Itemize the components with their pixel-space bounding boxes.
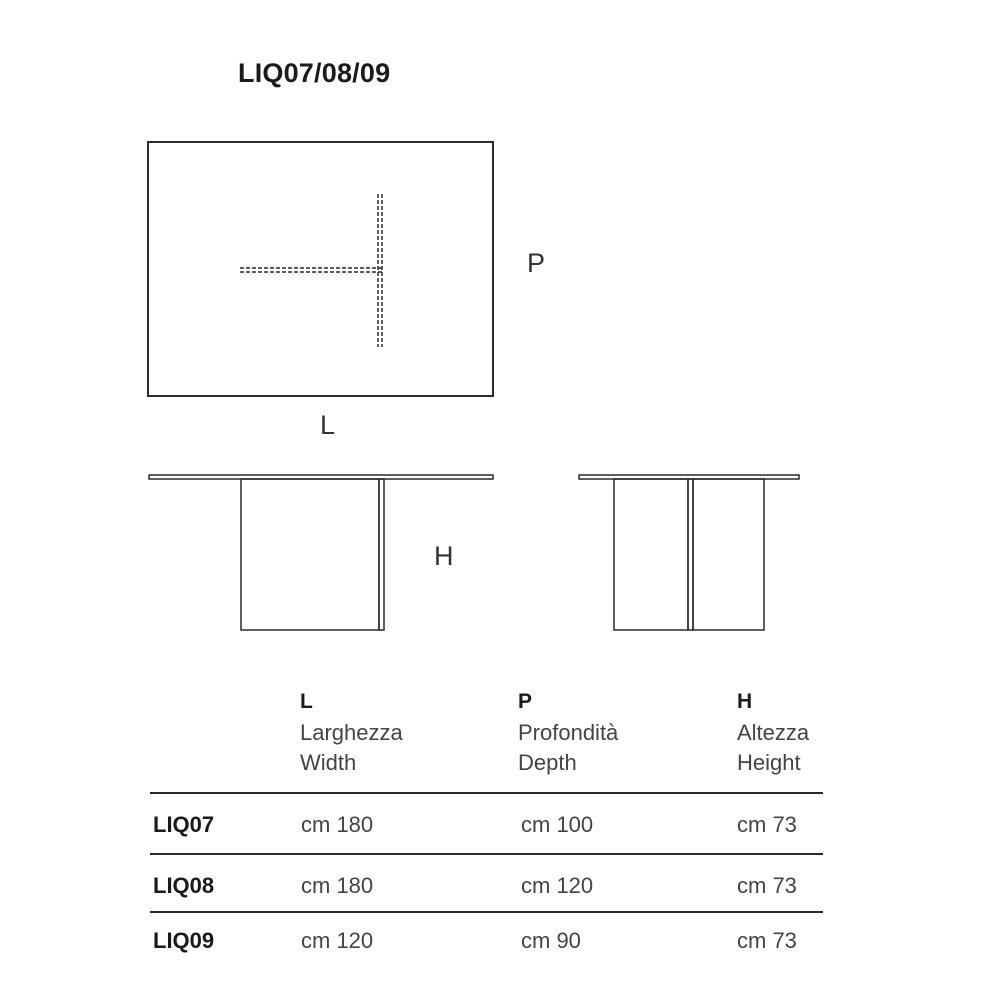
column-letter: P: [518, 690, 533, 713]
side-view-base-right: [693, 479, 764, 630]
table-row-code: LIQ09: [153, 928, 215, 953]
table-cell-height: cm 73: [737, 812, 797, 837]
table-cell-length: cm 120: [301, 928, 374, 953]
length-dimension-label: L: [320, 410, 336, 440]
column-label-italian: Profondità: [518, 720, 619, 745]
table-cell-height: cm 73: [737, 928, 797, 953]
table-row-code: LIQ07: [153, 812, 215, 837]
top-view-outline: [148, 142, 493, 396]
table-cell-length: cm 180: [301, 812, 374, 837]
table-cell-depth: cm 100: [521, 812, 594, 837]
table-divider: [150, 911, 823, 913]
depth-dimension-label: P: [527, 248, 546, 278]
column-label-italian: Altezza: [737, 720, 810, 745]
height-dimension-label: H: [434, 541, 454, 571]
page-title: LIQ07/08/09: [238, 58, 391, 88]
table-cell-height: cm 73: [737, 873, 797, 898]
table-cell-length: cm 180: [301, 873, 374, 898]
table-row-code: LIQ08: [153, 873, 215, 898]
front-view-base-panel: [241, 479, 379, 630]
front-view-base-edge: [379, 479, 384, 630]
column-header-length: [300, 690, 403, 778]
table-divider: [150, 792, 823, 794]
column-letter: L: [300, 690, 313, 713]
column-label-italian: Larghezza: [300, 720, 403, 745]
column-header-depth: [518, 690, 618, 778]
column-label-english: Width: [300, 750, 357, 775]
table-divider: [150, 853, 823, 855]
table-cell-depth: cm 90: [521, 928, 581, 953]
table-cell-depth: cm 120: [521, 873, 594, 898]
side-view-base-left: [614, 479, 688, 630]
column-letter: H: [737, 690, 753, 713]
column-label-english: Height: [737, 750, 801, 775]
column-header-height: [737, 690, 809, 778]
column-label-english: Depth: [518, 750, 577, 775]
